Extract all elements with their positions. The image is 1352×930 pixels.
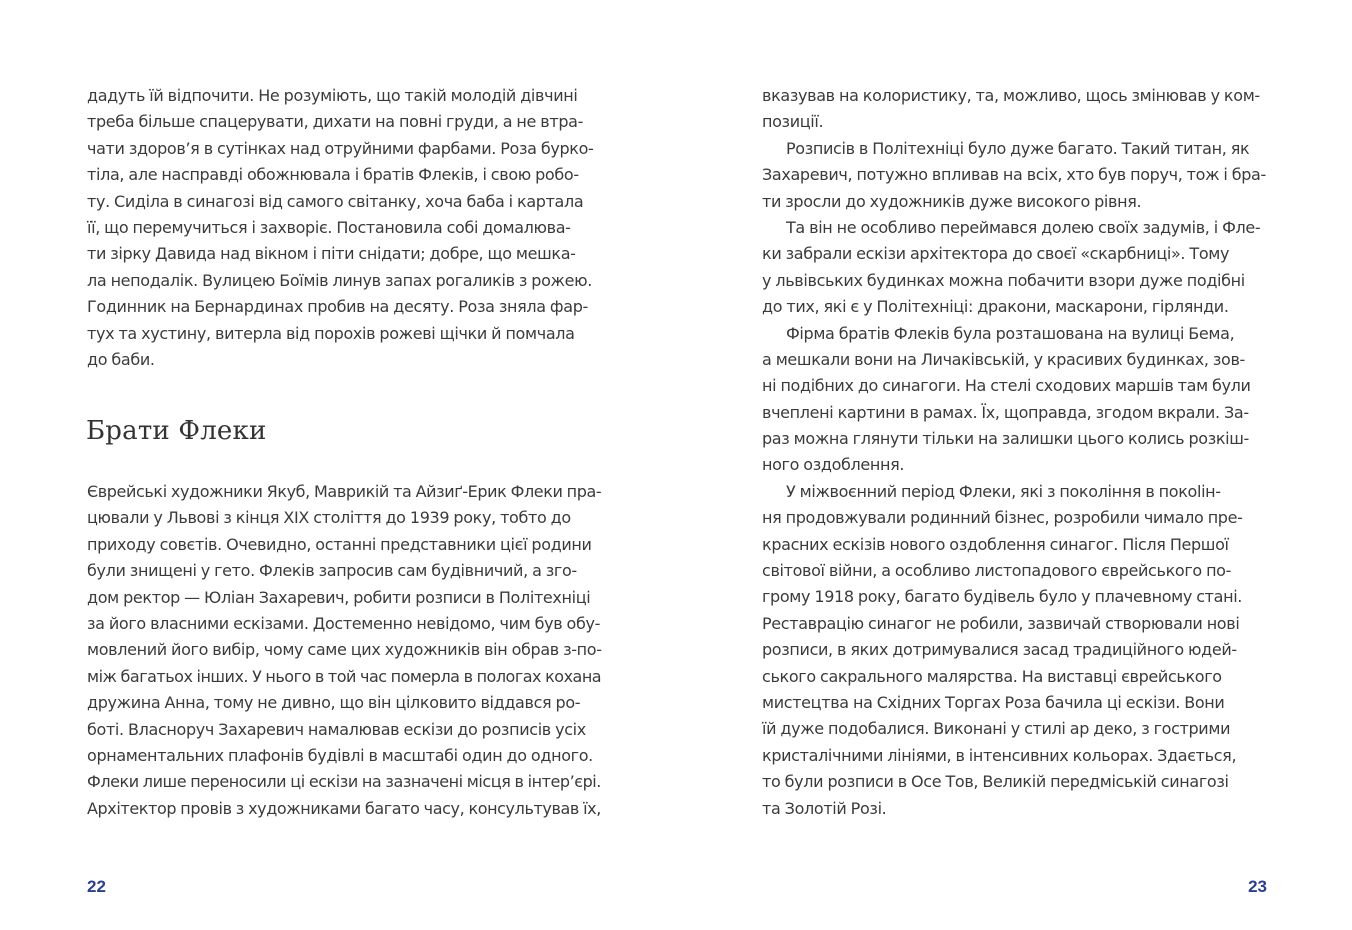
- text-line: Архітектор провів з художниками багато часу, консультував їх,: [87, 798, 601, 818]
- text-line: мистецтва на Східних Торгах Роза бачила ці ескізи. Вони: [762, 692, 1225, 712]
- text-line: світової війни, а особливо листопадового єврейського по-: [762, 561, 1232, 581]
- paragraph-fleck-brothers: [87, 479, 602, 822]
- text-line: кристалічними лініями, в інтенсивних кольорах. Здається,: [762, 745, 1237, 765]
- text-line: грому 1918 року, багато будівель було у плачевному стані.: [762, 587, 1243, 607]
- text-line: до баби.: [87, 349, 155, 369]
- text-line: боті. Власноруч Захаревич намалював ескізи до розписів усіх: [87, 719, 586, 739]
- right-page-text: [762, 83, 1282, 822]
- text-line: то були розписи в Осе Тов, Великій передміській синагозі: [762, 772, 1229, 792]
- text-line: Годинник на Бернардинах пробив на десяту. Роза зняла фар-: [87, 297, 588, 317]
- text-line: ту. Сиділа в синагозі від самого світанку, хоча баба і картала: [87, 191, 584, 211]
- text-line: Реставрацію синагог не робили, зазвичай створювали нові: [762, 613, 1240, 633]
- text-line: вказував на колористику, та, можливо, щось змінював у ком-: [762, 86, 1260, 105]
- text-line: мовлений його вибір, чому саме цих художників він обрав з-по-: [87, 640, 602, 660]
- text-line: ського сакрального малярства. На виставці єврейського: [762, 666, 1222, 686]
- text-line: дом ректор — Юліан Захаревич, робити розписи в Політехніці: [87, 587, 591, 607]
- text-line: та Золотій Розі.: [762, 798, 887, 818]
- page-number: 23: [1248, 877, 1267, 896]
- text-line: їй дуже подобалися. Виконані у стилі ар деко, з гострими: [762, 719, 1231, 739]
- text-line: дадуть їй відпочити. Не розуміють, що такій молодій дівчині: [87, 86, 578, 105]
- text-line: орнаментальних плафонів будівлі в масштабі один до одного.: [87, 745, 593, 765]
- text-line: ного оздоблення.: [762, 455, 905, 475]
- page-number: 22: [87, 877, 106, 896]
- text-line: за його власними ескізами. Достеменно невідомо, чим був обу-: [87, 613, 601, 633]
- text-line: ти зірку Давида над вікном і піти снідати; добре, що мешка-: [87, 244, 576, 264]
- text-line: приходу совєтів. Очевидно, останні представники цієї родини: [87, 534, 592, 554]
- paragraph-start-line: Фірма братів Флеків була розташована на вулиці Бема,: [786, 323, 1235, 343]
- text-line: до тих, які є у Політехніці: дракони, маскарони, гірлянди.: [762, 297, 1229, 317]
- text-line: були знищені у гето. Флеків запросив сам будівничий, а зго-: [87, 561, 577, 581]
- text-line: її, що перемучиться і захворіє. Постановила собі домалюва-: [87, 217, 571, 237]
- text-line: розписи, в яких дотримувалися засад традиційного юдей-: [762, 640, 1237, 660]
- text-line: Флеки лише переносили ці ескізи на зазначені місця в інтер’єрі.: [87, 772, 601, 792]
- paragraph-start-line: Та він не особливо переймався долею своїх задумів, і Фле-: [786, 217, 1261, 237]
- text-line: ки забрали ескізи архітектора до своєї «скарбниці». Тому: [762, 244, 1230, 264]
- text-line: ла неподалік. Вулицею Боїмів линув запах рогаликів з рожею.: [87, 270, 592, 290]
- text-line: треба більше спацерувати, дихати на повні груди, а не втра-: [87, 112, 584, 132]
- text-line: дружина Анна, тому не дивно, що він цілковито віддався ро-: [87, 693, 581, 713]
- paragraph-rosa-ending: [87, 83, 602, 373]
- text-line: красних ескізів нового оздоблення синагог. Після Першої: [762, 534, 1229, 554]
- text-line: тіла, але насправді обожнювала і братів Флеків, і свою робо-: [87, 165, 579, 185]
- right-page: [676, 0, 1352, 930]
- text-line: Захаревич, потужно впливав на всіх, хто був поруч, тож і бра-: [762, 165, 1266, 185]
- text-line: раз можна глянути тільки на залишки цього колись розкіш-: [762, 429, 1249, 449]
- text-line: тух та хустину, витерла від порохів рожеві щічки й помчала: [87, 323, 575, 343]
- text-line: у львівських будинках можна побачити взори дуже подібні: [762, 270, 1245, 290]
- section-heading: Брати Флеки: [86, 416, 267, 446]
- text-line: ні подібних до синагоги. На стелі сходових маршів там були: [762, 376, 1251, 396]
- text-line: ти зросли до художників дуже високого рівня.: [762, 191, 1142, 211]
- text-line: ня продовжували родинний бізнес, розробили чимало пре-: [762, 508, 1243, 528]
- text-line: позиції.: [762, 112, 824, 132]
- text-line: між багатьох інших. У нього в той час померла в пологах кохана: [87, 666, 602, 686]
- text-line: вчеплені картини в рамах. Їх, щоправда, згодом вкрали. За-: [762, 402, 1249, 422]
- text-line: а мешкали вони на Личаківській, у красивих будинках, зов-: [762, 349, 1245, 369]
- text-line: цювали у Львові з кінця XIX століття до 1939 року, тобто до: [87, 508, 571, 528]
- text-line: Єврейські художники Якуб, Маврикій та Айзиґ-Ерик Флеки пра-: [87, 482, 602, 501]
- paragraph-start-line: У міжвоєнний період Флеки, які з покоління в покolін-: [786, 481, 1221, 501]
- text-line: чати здоров’я в сутінках над отруйними фарбами. Роза бурко-: [87, 138, 594, 158]
- paragraph-start-line: Розписів в Політехніці було дуже багато. Такий титан, як: [786, 138, 1250, 158]
